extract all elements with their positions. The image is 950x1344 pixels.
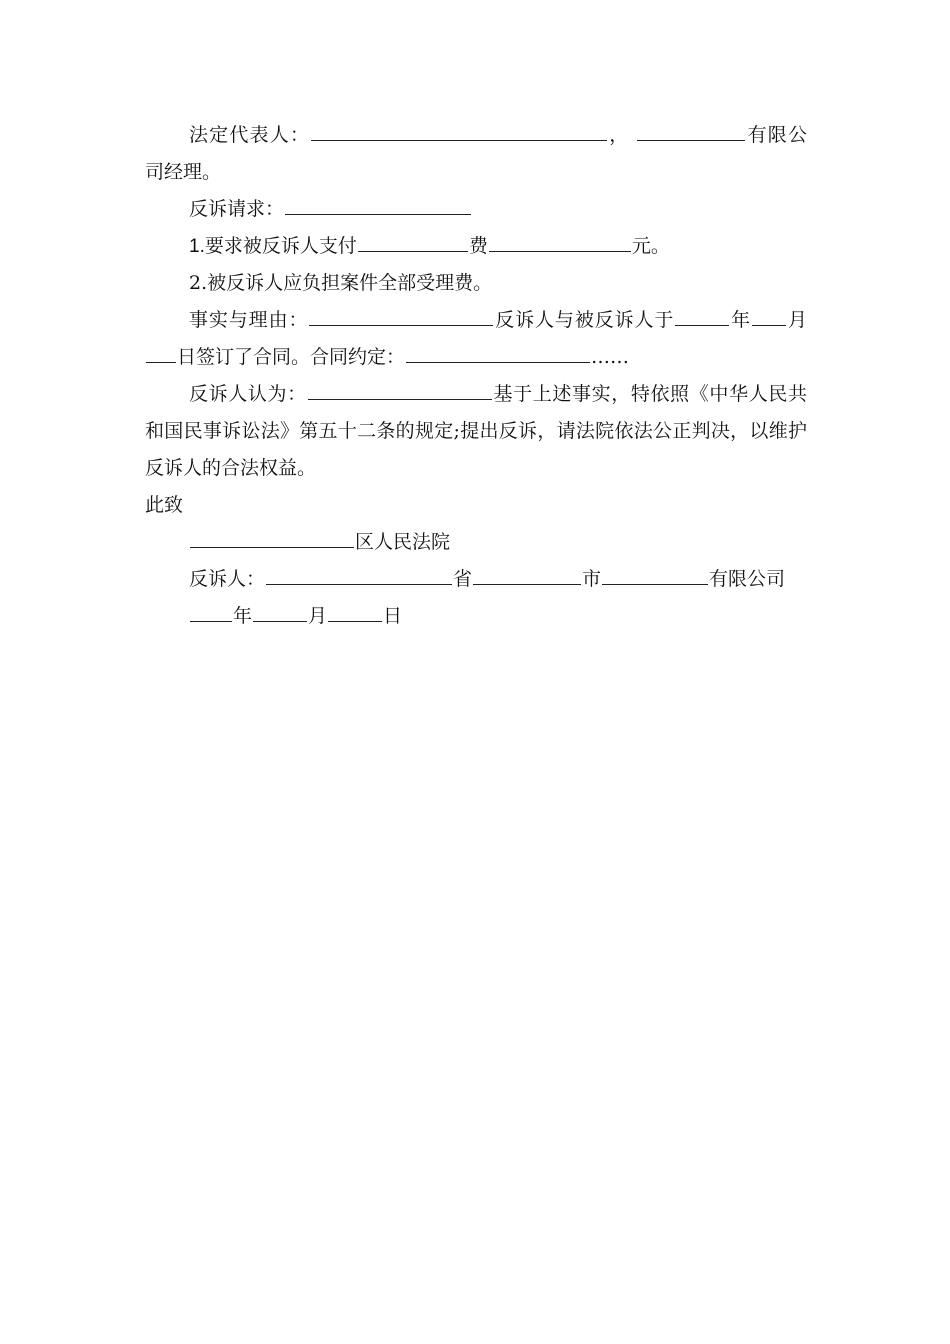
court-line [145,524,807,561]
item1-suffix: 元。 [631,235,670,257]
signature-line [145,561,807,598]
opinion-label: 反诉人认为： [189,383,307,405]
claim-blank [285,194,471,215]
claim-item-2 [145,265,807,302]
court-suffix: 区人民法院 [355,531,451,553]
facts-month: 月 [787,309,807,331]
facts-label: 事实与理由： [189,309,309,331]
date-year: 年 [233,605,253,627]
rep-name-blank [311,120,607,141]
rep-label: 法定代表人： [189,124,311,146]
date-day-blank [328,601,382,622]
item1-mid: 费 [468,235,488,257]
salutation-text: 此致 [145,494,184,516]
facts-month-blank [752,305,786,326]
sign-label: 反诉人： [189,568,266,590]
opinion-text: 基于上述事实，特依照《中华人民共和国民事诉讼法》第五十二条的规定;提出反诉，请法院依法公正判决，以维护反诉人的合法权益。 [145,383,807,479]
item1-prefix: 1.要求被反诉人支付 [189,236,357,257]
sign-city: 市 [582,568,602,590]
fee-type-blank [358,231,468,252]
fee-amount-blank [489,231,631,252]
sign-province-blank [473,564,581,585]
claim-item-1 [145,228,807,265]
date-month: 月 [308,605,328,627]
document-body [145,117,807,635]
court-district-blank [190,527,354,548]
contract-terms-blank [406,342,590,363]
date-year-blank [190,601,232,622]
facts-text1: 反诉人与被反诉人于 [494,309,675,331]
counterclaim-request-line [145,191,807,228]
sign-province: 省 [453,568,473,590]
facts-day-blank [146,342,176,363]
rep-suffix: 有限公司经理。 [145,124,807,183]
facts-year: 年 [730,309,752,331]
facts-reasons-paragraph [145,302,807,376]
facts-year-blank [675,305,729,326]
facts-ellipsis: …… [591,346,630,368]
rep-comma: ， [608,124,630,146]
legal-representative-line [145,117,807,191]
salutation [145,487,807,524]
rep-company-blank [637,120,745,141]
opinion-blank [308,379,492,400]
sign-city-blank [602,564,708,585]
sign-name-blank [266,564,452,585]
date-day: 日 [383,605,403,627]
facts-day: 日签订了合同。合同约定： [177,346,406,368]
item2-text: 2.被反诉人应负担案件全部受理费。 [189,272,493,294]
opinion-paragraph [145,376,807,487]
claim-label: 反诉请求： [189,198,285,220]
date-month-blank [253,601,307,622]
sign-company: 有限公司 [709,568,786,590]
facts-blank [309,305,493,326]
date-line [145,598,807,635]
